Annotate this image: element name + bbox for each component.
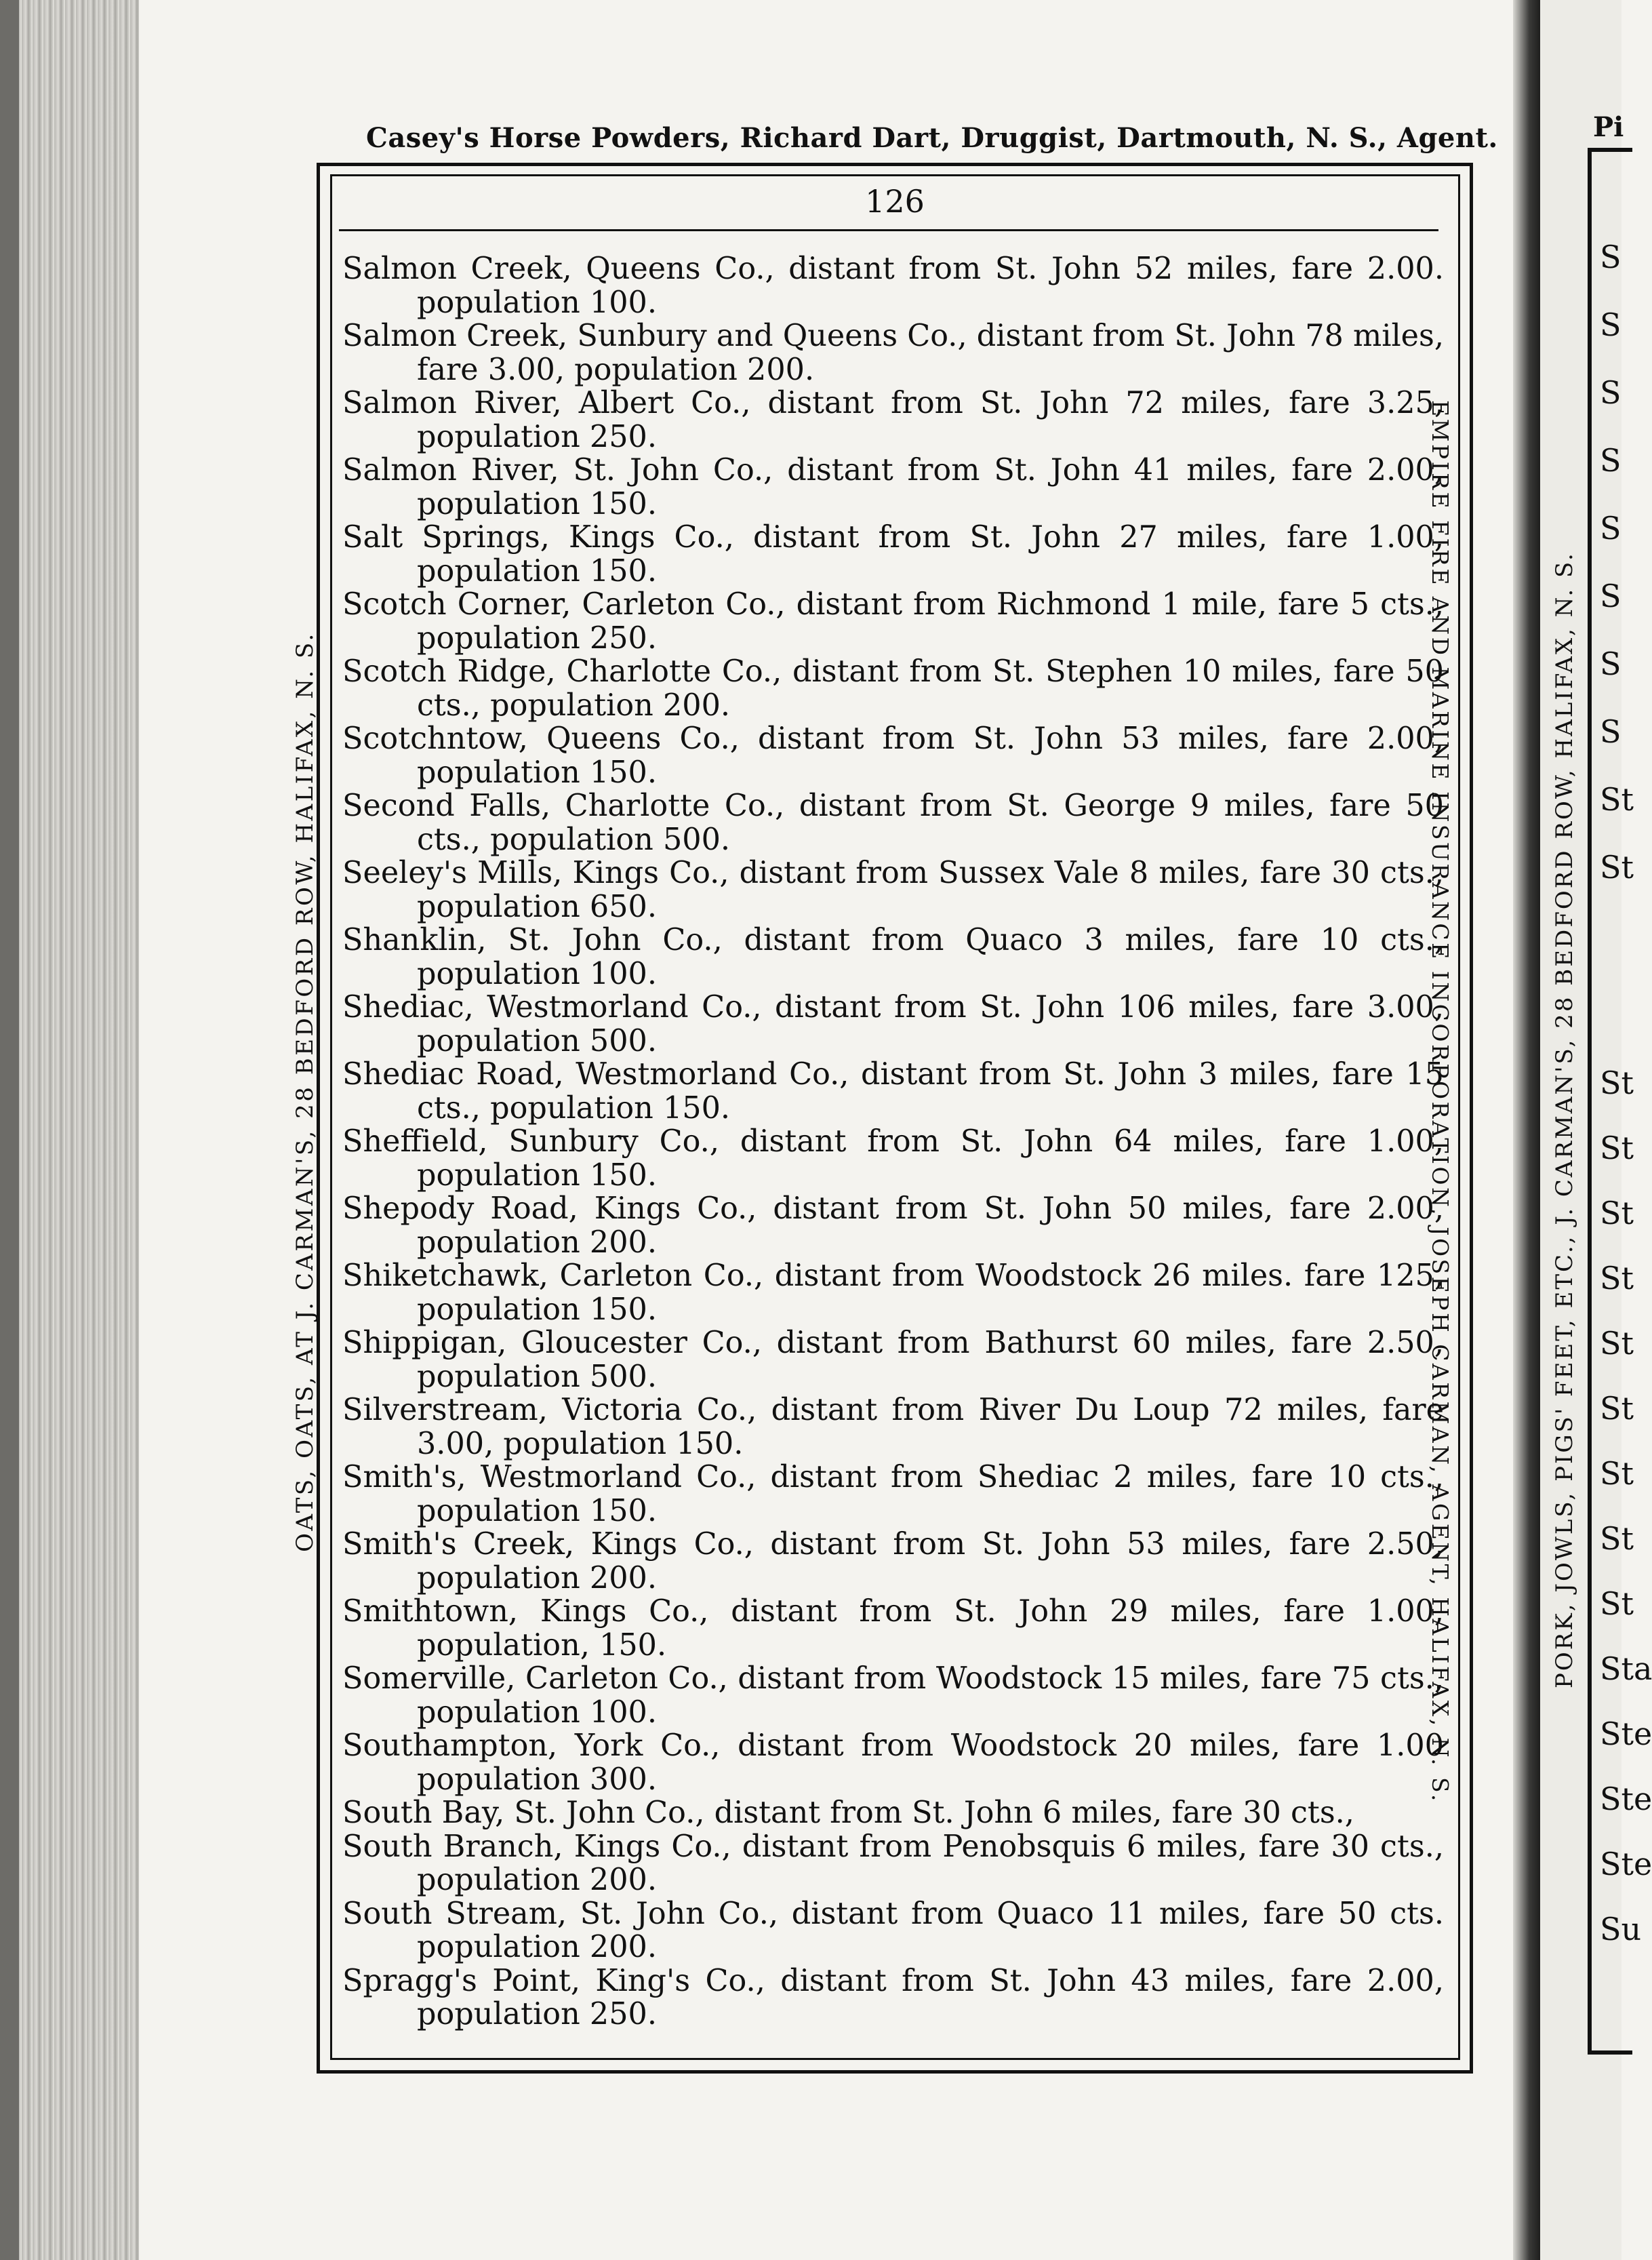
entry: South Branch, Kings Co., distant from Penobsquis 6 miles, fare 30 cts., population 200. — [342, 1829, 1444, 1897]
entry: Second Falls, Charlotte Co., distant from St. George 9 miles, fare 50 cts., population 500. — [342, 789, 1444, 857]
next-page-entry-fragment: St — [1600, 1065, 1634, 1101]
entry: Silverstream, Victoria Co., distant from River Du Loup 72 miles, fare 3.00, population 150. — [342, 1393, 1444, 1461]
entry: Smithtown, Kings Co., distant from St. John 29 miles, fare 1.00, population, 150. — [342, 1594, 1444, 1663]
next-page-entry-fragment: St — [1600, 1195, 1634, 1231]
entry: Shanklin, St. John Co., distant from Quaco 3 miles, fare 10 cts., population 100. — [342, 923, 1444, 991]
next-page-entry-fragment: S — [1600, 374, 1621, 411]
next-page-entry-fragment: St — [1600, 781, 1634, 818]
left-margin-advertisement: OATS, OATS, AT J. CARMAN'S, 28 BEDFORD ROW, HALIFAX, N. S. — [291, 631, 319, 1552]
next-page-entry-fragment: S — [1600, 442, 1621, 479]
next-page-entry-fragment: St — [1600, 1325, 1634, 1362]
next-page-entry-fragment: Ste — [1600, 1846, 1652, 1882]
next-page-frame — [1588, 148, 1632, 2055]
book-gutter — [1513, 0, 1540, 2260]
entry: Salt Springs, Kings Co., distant from St. John 27 miles, fare 1.00, population 150. — [342, 520, 1444, 589]
entry: Shiketchawk, Carleton Co., distant from Woodstock 26 miles. fare 125, population 150. — [342, 1258, 1444, 1327]
header-rule — [339, 229, 1438, 231]
entry: Salmon River, Albert Co., distant from St. John 72 miles, fare 3.25, population 250. — [342, 386, 1444, 454]
entry: Seeley's Mills, Kings Co., distant from Sussex Vale 8 miles, fare 30 cts., population 650. — [342, 856, 1444, 924]
next-page-entry-fragment: St — [1600, 1130, 1634, 1166]
next-page-entry-fragment: S — [1600, 239, 1621, 275]
entry: Sheffield, Sunbury Co., distant from St. John 64 miles, fare 1.00, population 150. — [342, 1124, 1444, 1193]
book-page-edges — [0, 0, 139, 2260]
entry: Smith's, Westmorland Co., distant from Shediac 2 miles, fare 10 cts., population 150. — [342, 1460, 1444, 1528]
next-page-entry-fragment: Sta — [1600, 1650, 1652, 1687]
next-page-entry-fragment: Ste — [1600, 1781, 1652, 1817]
next-page-entry-fragment: S — [1600, 646, 1621, 682]
entry: Shediac Road, Westmorland Co., distant from St. John 3 miles, fare 15 cts., population 150. — [342, 1057, 1444, 1126]
entry: Spragg's Point, King's Co., distant from St. John 43 miles, fare 2.00, population 250. — [342, 1963, 1444, 2031]
next-page-entry-fragment: Ste — [1600, 1716, 1652, 1752]
next-page-header: Pi — [1593, 111, 1624, 143]
gazetteer-entries — [342, 252, 1444, 2031]
right-margin-advertisement: EMPIRE FIRE AND MARINE INSURANCE INCORPORATION, JOSEPH CARMAN, AGENT, HALIFAX, N. S. — [1427, 400, 1453, 1804]
entry: Shepody Road, Kings Co., distant from St. John 50 miles, fare 2.00, population 200. — [342, 1191, 1444, 1260]
entry: Scotch Ridge, Charlotte Co., distant from St. Stephen 10 miles, fare 50 cts., population 200. — [342, 654, 1444, 723]
next-page-entry-fragment: St — [1600, 1260, 1634, 1296]
next-page-entry-fragment: St — [1600, 1520, 1634, 1557]
next-page-entry-fragment: S — [1600, 306, 1621, 343]
entry: Scotchntow, Queens Co., distant from St. John 53 miles, fare 2.00, population 150. — [342, 721, 1444, 790]
entry: Smith's Creek, Kings Co., distant from St. John 53 miles, fare 2.50, population 200. — [342, 1527, 1444, 1595]
entry: Salmon Creek, Sunbury and Queens Co., distant from St. John 78 miles, fare 3.00, population 200. — [342, 319, 1444, 387]
next-page-entry-fragment: St — [1600, 1585, 1634, 1622]
next-page-entry-fragment: S — [1600, 713, 1621, 750]
next-page-entry-fragment: St — [1600, 1390, 1634, 1427]
next-page-entry-fragment: Su — [1600, 1911, 1642, 1947]
book-cover-edge — [0, 0, 19, 2260]
next-page-entry-fragment: S — [1600, 578, 1621, 614]
entry: Shippigan, Gloucester Co., distant from Bathurst 60 miles, fare 2.50, population 500. — [342, 1326, 1444, 1394]
entry: Somerville, Carleton Co., distant from Woodstock 15 miles, fare 75 cts., population 100. — [342, 1661, 1444, 1730]
next-page-entry-fragment: St — [1600, 849, 1634, 886]
entry: South Bay, St. John Co., distant from St. John 6 miles, fare 30 cts., — [342, 1796, 1354, 1830]
entry: Scotch Corner, Carleton Co., distant from Richmond 1 mile, fare 5 cts., population 250. — [342, 587, 1444, 656]
next-page-margin-advertisement: PORK, JOWLS, PIGS' FEET, ETC., J. CARMAN'S, 28 BEDFORD ROW, HALIFAX, N. S. — [1551, 551, 1578, 1688]
entry: Salmon River, St. John Co., distant from St. John 41 miles, fare 2.00, population 150. — [342, 453, 1444, 521]
entry: Southampton, York Co., distant from Woodstock 20 miles, fare 1.00 population 300. — [342, 1728, 1444, 1797]
entry: Shediac, Westmorland Co., distant from St. John 106 miles, fare 3.00, population 500. — [342, 990, 1444, 1058]
next-page-entry-fragment: St — [1600, 1455, 1634, 1492]
header-advertisement: Casey's Horse Powders, Richard Dart, Druggist, Dartmouth, N. S., Agent. — [366, 122, 1498, 154]
page-number: 126 — [865, 183, 925, 220]
next-page-entry-fragment: S — [1600, 510, 1621, 547]
entry: South Stream, St. John Co., distant from Quaco 11 miles, fare 50 cts. population 200. — [342, 1896, 1444, 1964]
entry: Salmon Creek, Queens Co., distant from St. John 52 miles, fare 2.00. population 100. — [342, 252, 1444, 320]
